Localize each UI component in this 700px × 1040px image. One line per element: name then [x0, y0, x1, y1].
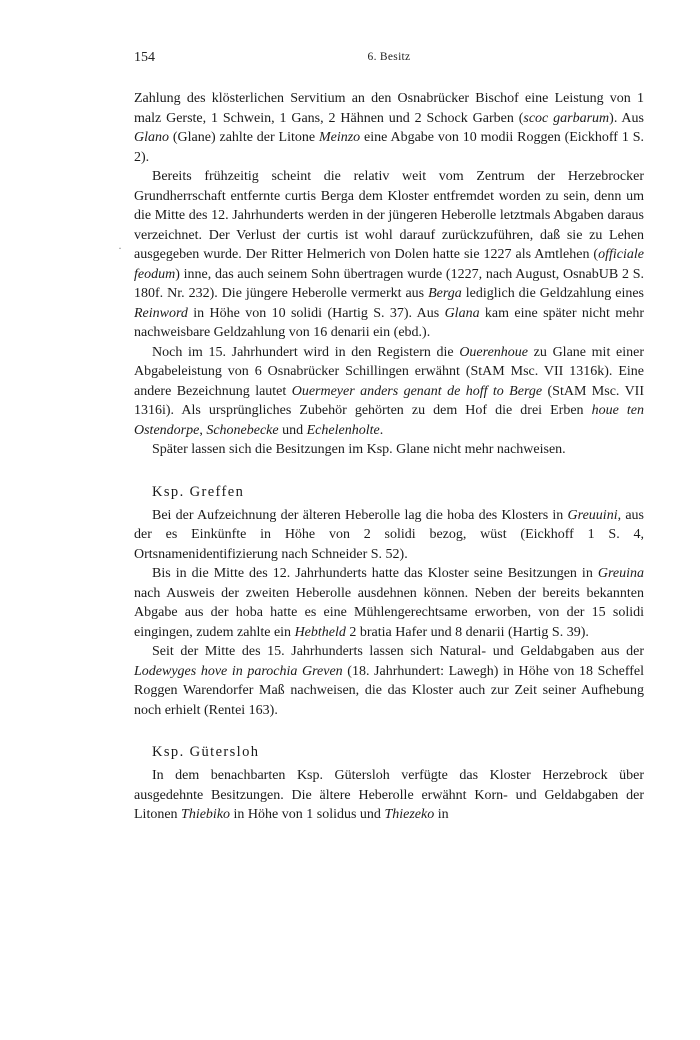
paragraph: Noch im 15. Jahrhundert wird in den Registern die Ouerenhoue zu Glane mit einer Abgabeleistung von 6 Osnabrücker Schillingen erwähnt (StAM Msc. VII 1316k). Eine andere Bezeichnung lautet Ouermeyer anders genant de hoff to Berge (StAM Msc. VII 1316i). Als ursprüngliches Zubehör gehörten zu dem Hof die drei Erben houe ten Ostendorpe, Schonebecke und Echelenholte.: [134, 344, 645, 438]
section-heading-guetersloh: Ksp. Gütersloh: [152, 744, 260, 760]
paragraph: In dem benachbarten Ksp. Gütersloh verfügte das Kloster Herzebrock über ausgedehnte Besitzungen. Die ältere Heberolle erwähnt Korn- und Geldabgaben der Litonen Thiebiko in Höhe von 1 solidus und Thiezeko in: [134, 768, 644, 822]
page-number: 154: [134, 50, 155, 65]
italic-term: Thiezeko: [384, 807, 435, 822]
italic-term: Greuina: [597, 566, 644, 581]
italic-term: Ouerenhoue: [459, 344, 528, 360]
paragraph: Später lassen sich die Besitzungen im Ksp. Glane nicht mehr nachweisen.: [152, 442, 566, 457]
italic-term: Ouermeyer anders genant de hoff to Berge: [291, 383, 543, 399]
italic-term: Lodewyges hove in parochia Greven: [134, 663, 343, 679]
page-header: [134, 50, 644, 70]
paragraph: Zahlung des klösterlichen Servitium an den Osnabrücker Bischof eine Leistung von 1 malz Gerste, 1 Schwein, 1 Gans, 2 Hähnen und 2 Schock Garben (scoc garbarum). Aus Glano (Glane) zahlte der Litone Meinzo eine Abgabe von 10 modii Roggen (Eickhoff 1 S. 2).: [134, 91, 644, 165]
italic-term: Reinword: [134, 305, 188, 321]
paragraph: Bei der Aufzeichnung der älteren Heberolle lag die hoba des Klosters in Greuuini, aus der es Einkünfte in Höhe von 2 solidi bezog, wüst (Eickhoff 1 S. 4, Ortsnamenidentifizierung nach Schneider S. 52).: [134, 507, 644, 562]
italic-term: houe ten Ostendorpe: [134, 403, 644, 438]
italic-term: Echelenholte: [306, 422, 380, 438]
italic-term: Greuuini: [567, 507, 618, 523]
italic-term: Thiebiko: [181, 807, 231, 822]
italic-term: Meinzo: [318, 130, 361, 145]
italic-term: scoc garbarum: [523, 110, 610, 126]
running-head: 6. Besitz: [367, 51, 411, 63]
margin-mark: ·: [118, 241, 122, 255]
italic-term: Schonebecke: [206, 422, 279, 438]
italic-term: officiale feodum: [134, 247, 644, 282]
paragraph: Bereits frühzeitig scheint die relativ weit vom Zentrum der Herzebrocker Grundherrschaft entfernte curtis Berga dem Kloster entfremdet worden zu sein, denn um die Mitte des 12. Jahrhunderts werden in der jüngeren Heberolle letztmals Abgaben daraus verzeichnet. Der Verlust der curtis ist wohl darauf zurückzuführen, daß sie zu Lehen ausgegeben wurde. Der Ritter Helmerich von Dolen hatte sie 1227 als Amtlehen (officiale feodum) inne, das auch seinem Sohn übertragen wurde (1227, nach August, OsnabUB 2 S. 180f. Nr. 232). Die jüngere Heberolle vermerkt aus Berga lediglich die Geldzahlung eines Reinword in Höhe von 10 solidi (Hartig S. 37). Aus Glana kam eine später nicht mehr nachweisbare Geldzahlung von 16 denarii ein (ebd.).: [134, 169, 645, 340]
paragraph: Bis in die Mitte des 12. Jahrhunderts hatte das Kloster seine Besitzungen in Greuina nach Ausweis der zweiten Heberolle ausdehnen können. Neben der bereits bekannten Abgabe aus der hoba hatte es eine Mühlengerechtsame erworben, von der 15 solidi eingingen, zudem zahlte ein Hebtheld 2 bratia Hafer und 8 denarii (Hartig S. 39).: [134, 566, 644, 640]
italic-term: Glano: [134, 130, 169, 145]
paragraph: Seit der Mitte des 15. Jahrhunderts lassen sich Natural- und Geldabgaben aus der Lodewyges hove in parochia Greven (18. Jahrhundert: Lawegh) in Höhe von 18 Scheffel Roggen Warendorfer Maß nachweisen, die das Kloster auch zur Zeit seiner Aufhebung noch erhielt (Rentei 163).: [134, 644, 645, 718]
italic-term: Berga: [428, 286, 462, 301]
section-heading-greffen: Ksp. Greffen: [152, 483, 245, 500]
italic-term: Glana: [444, 305, 480, 321]
italic-term: Hebtheld: [294, 624, 346, 640]
body-text: [134, 89, 644, 825]
